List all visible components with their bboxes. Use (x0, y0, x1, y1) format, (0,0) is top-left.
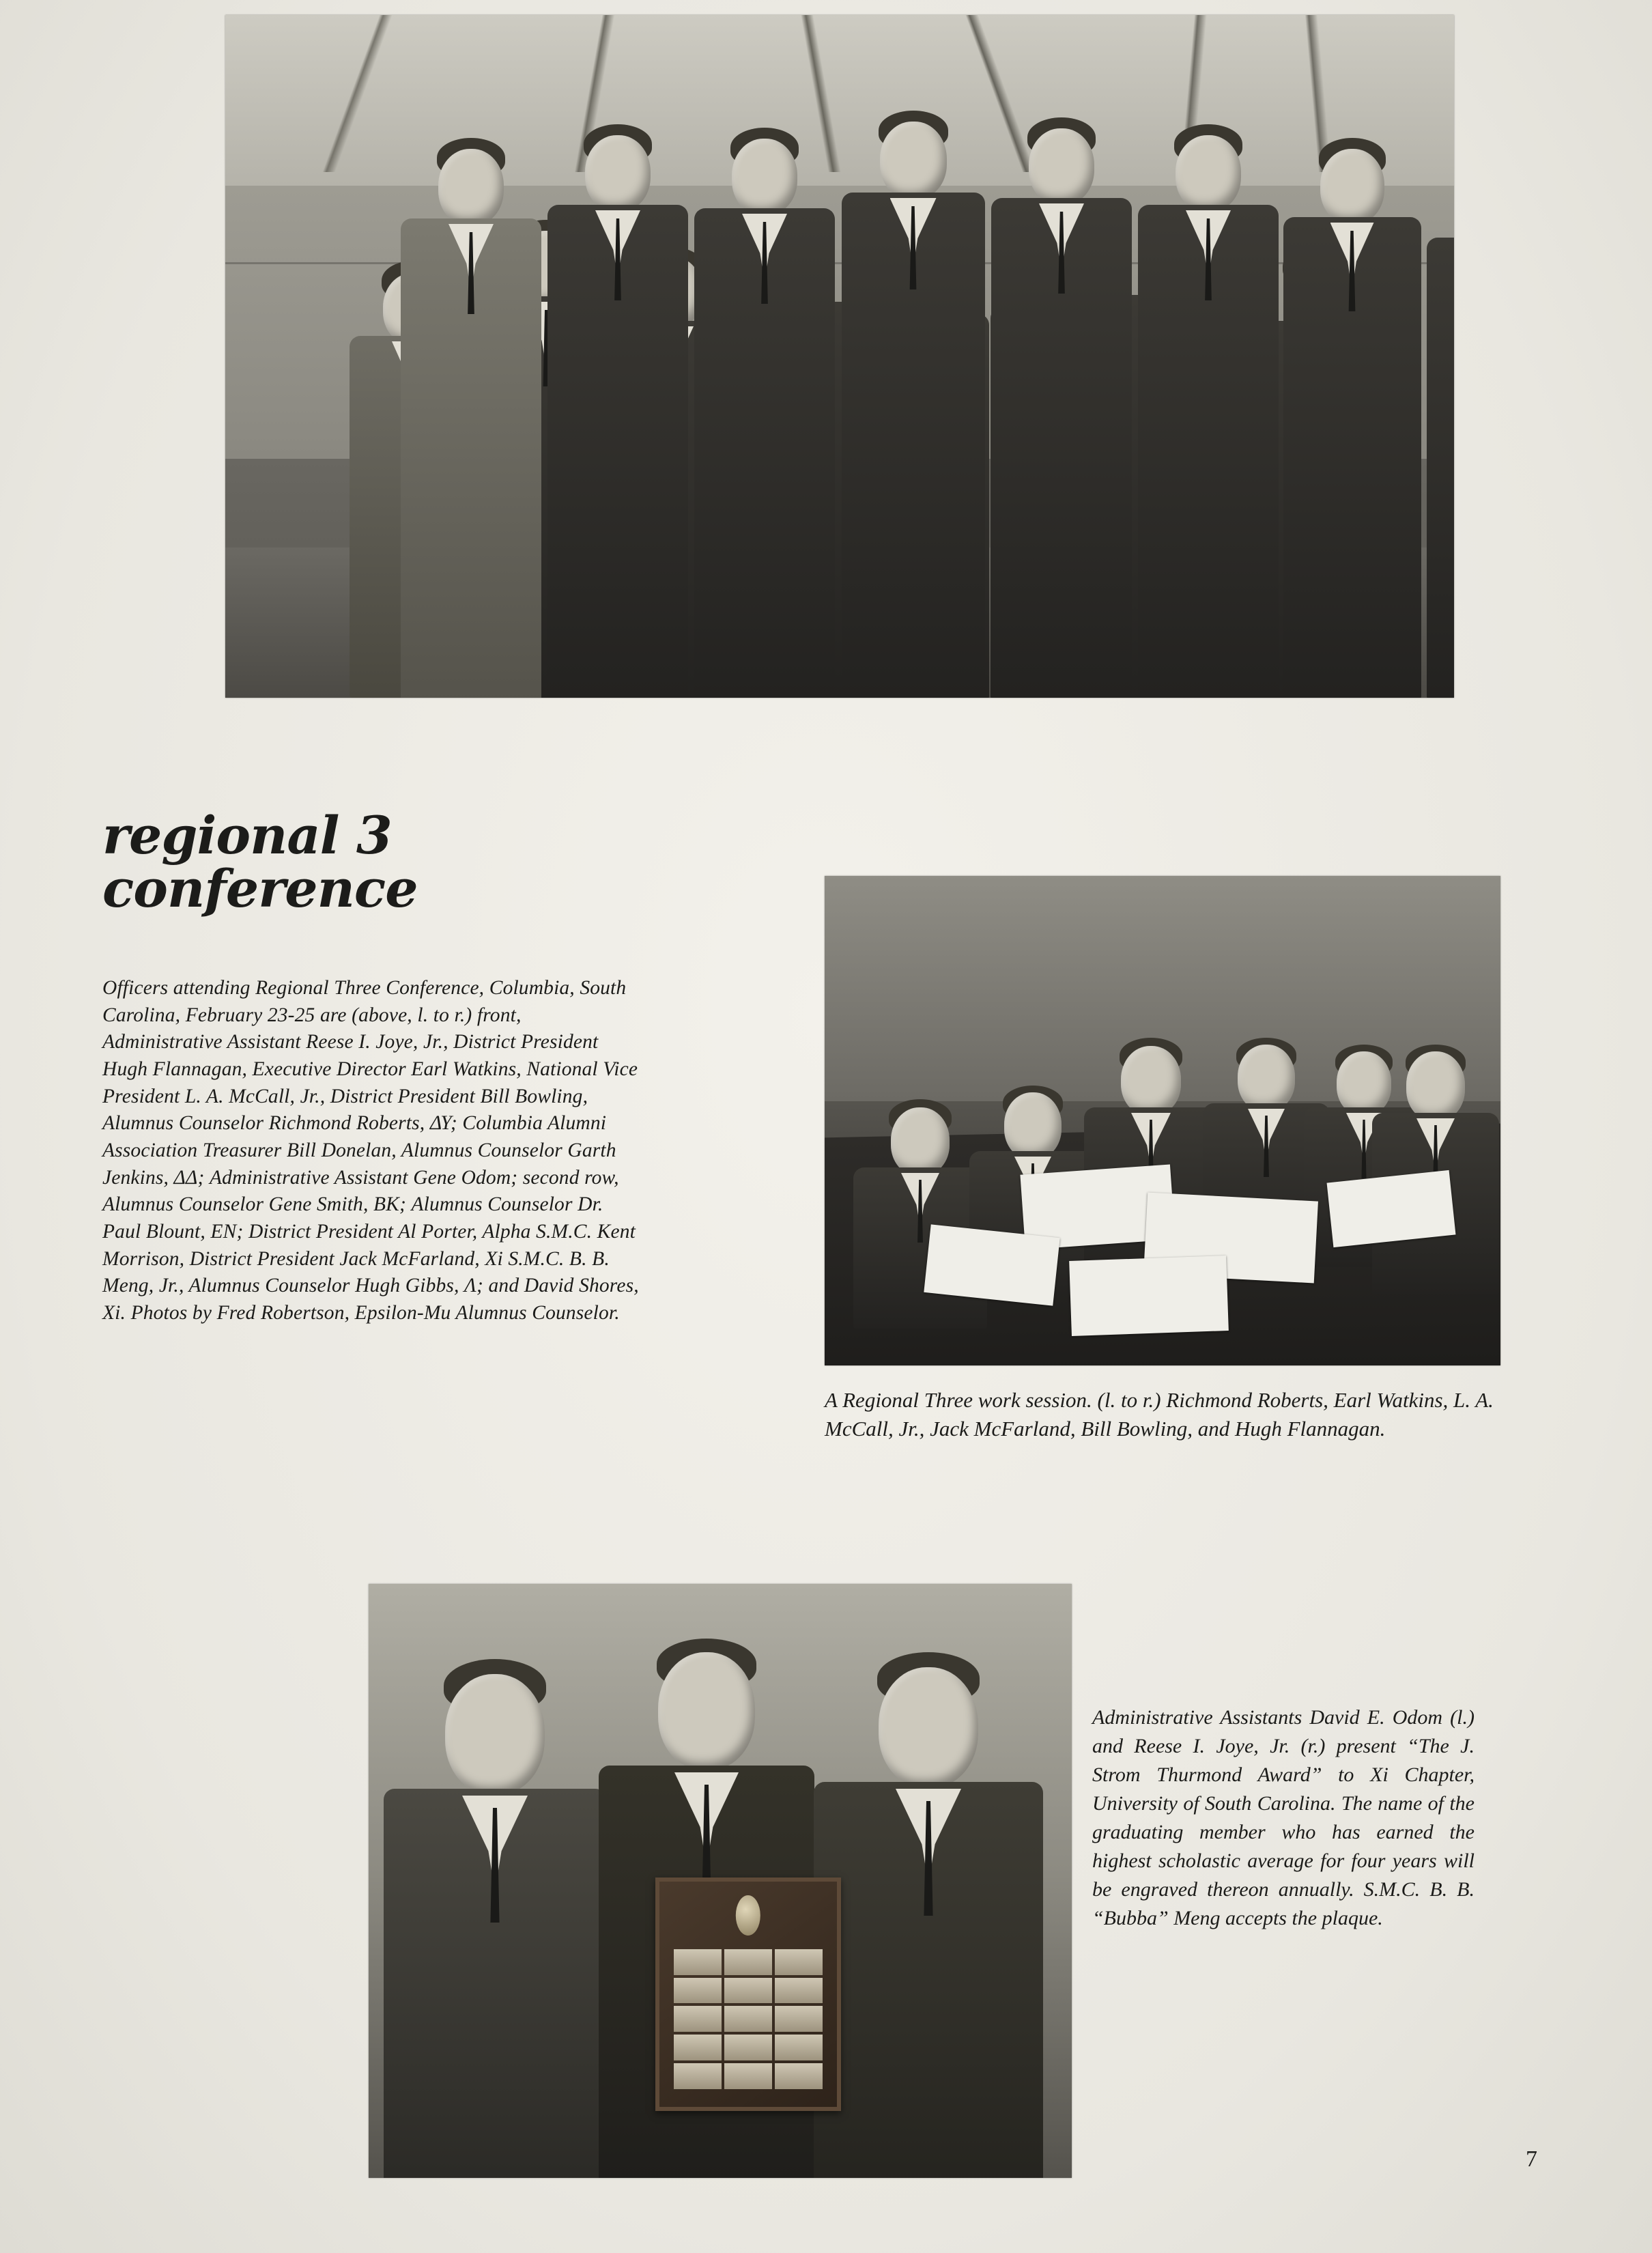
table-paper-3 (924, 1224, 1059, 1305)
table-paper-5 (1069, 1256, 1229, 1336)
regional-conference-officers-group-photo (225, 15, 1454, 698)
page-title-line2: conference (102, 858, 418, 919)
person-front-3 (693, 128, 836, 698)
seated-person-6 (1371, 1045, 1500, 1290)
work-session-caption: A Regional Three work session. (l. to r.) Richmond Roberts, Earl Watkins, L. A. McCall, Jr., Jack McFarland, Bill Bowling, and Hugh Flannagan. (825, 1388, 1494, 1441)
person-front-1 (399, 138, 543, 698)
page-number: 7 (1526, 2146, 1537, 2172)
award-person-left (382, 1659, 608, 2178)
plaque-nameplate-grid (674, 1949, 823, 2089)
work-session-photo (825, 876, 1500, 1365)
person-front-5 (990, 117, 1133, 698)
table-paper-4 (1327, 1170, 1456, 1247)
award-caption: Administrative Assistants David E. Odom (l.) and Reese I. Joye, Jr. (r.) present “The J. Strom Thurmond Award” to Xi Chapter, University of South Carolina. The name of the graduating member who has earned the highest scholastic average for four years will be engraved thereon annually. S.M.C. B. B. “Bubba” Meng accepts the plaque. (1092, 1706, 1475, 1929)
plaque-seal (736, 1895, 760, 1936)
person-front-8 (1425, 158, 1454, 698)
award-person-right (812, 1652, 1044, 2178)
officers-caption: Officers attending Regional Three Conference, Columbia, South Carolina, February 23-25 are (above, l. to r.) front, Administrative Assistant Reese I. Joye, Jr., District President Hugh Flannagan, Executive Director Earl Watkins, National Vice President L. A. McCall, Jr., District President Bill Bowling, Alumnus Counselor Richmond Roberts, ΔΥ; Columbia Alumni Association Treasurer Bill Donelan, Alumnus Counselor Garth Jenkins, ΔΔ; Administrative Assistant Gene Odom; second row, Alumnus Counselor Gene Smith, ΒΚ; Alumnus Counselor Dr. Paul Blount, ΕΝ; District President Al Porter, Alpha S.M.C. Kent Morrison, District President Jack McFarland, Xi S.M.C. B. B. Meng, Jr., Alumnus Counselor Hugh Gibbs, Λ; and David Shores, Xi. Photos by Fred Robertson, Epsilon-Mu Alumnus Counselor. (102, 977, 639, 1324)
thurmond-award-plaque (655, 1878, 841, 2111)
page-title-line1: regional 3 (102, 805, 392, 866)
person-front-2 (546, 124, 689, 698)
person-front-7 (1282, 138, 1422, 698)
person-front-6 (1137, 124, 1280, 698)
thurmond-award-presentation-photo (369, 1584, 1072, 2178)
person-front-4 (840, 111, 986, 698)
page-title (102, 805, 662, 919)
